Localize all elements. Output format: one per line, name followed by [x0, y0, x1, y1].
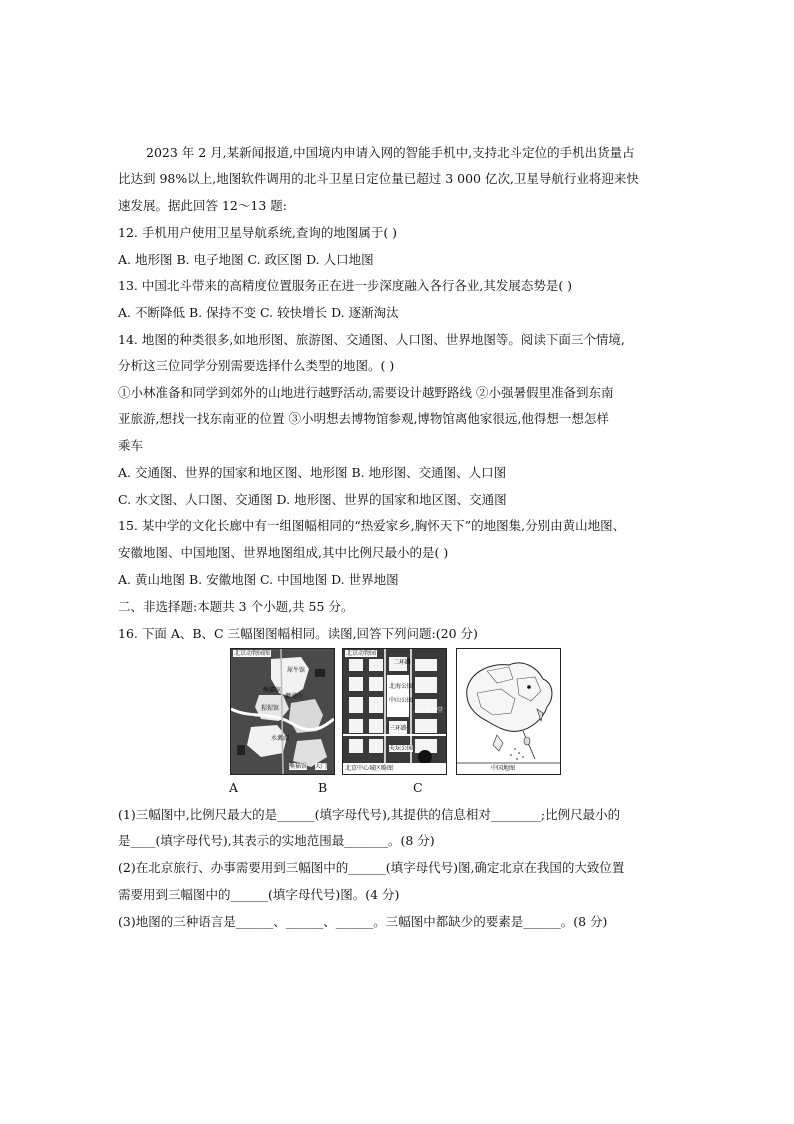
- intro-line-1: 2023 年 2 月,某新闻报道,中国境内申请入网的智能手机中,支持北斗定位的手机出货量占: [146, 145, 635, 160]
- figure-letter-c: C: [413, 780, 423, 795]
- zoo-map-drawing: [231, 649, 334, 774]
- q16-sub-3: (3)地图的三种语言是______、______、______。三幅图中都缺少的要素是______。(8 分): [118, 914, 608, 929]
- q14-stem-2: 分析这三位同学分别需要选择什么类型的地图。( ): [118, 358, 395, 373]
- map-c-title: 中国地图: [491, 765, 516, 772]
- map-a-label: 大门: [315, 763, 328, 770]
- map-a-label: 犀牛馆: [287, 667, 306, 674]
- intro-line-2: 比达到 98%以上,地图软件调用的北斗卫星日定位量已超过 3 000 亿次,卫星导航行业将迎来快: [118, 171, 639, 186]
- map-a-label: 水禽湖: [271, 735, 290, 742]
- map-a-title: 北京动物园图: [234, 650, 271, 657]
- q16-sub-1-line-1: (1)三幅图中,比例尺最大的是______(填字母代号),其提供的信息相对________;比例尺最小的: [118, 807, 621, 822]
- map-figure-c: [456, 648, 561, 775]
- q14-options-1: A. 交通图、世界的国家和地区图、地形图 B. 地形图、交通图、人口图: [118, 465, 507, 480]
- china-map-drawing: [457, 649, 560, 774]
- map-b-caption: 北京中心城区略图: [345, 765, 394, 772]
- q13-stem: 13. 中国北斗带来的高精度位置服务正在进一步深度融入各行各业,其发展态势是( ): [118, 278, 573, 293]
- q13-options: A. 不断降低 B. 保持不变 C. 较快增长 D. 逐渐淘汰: [118, 305, 399, 320]
- map-b-label: 天坛公园: [389, 745, 414, 752]
- figure-letter-a: A: [229, 780, 239, 795]
- q16-sub-1-line-2: 是____(填字母代号),其表示的实地范围最_______。(8 分): [118, 833, 435, 848]
- map-a-label: 猩猩馆: [261, 705, 280, 712]
- q14-options-2: C. 水文图、人口图、交通图 D. 地形图、世界的国家和地区图、交通图: [118, 492, 507, 507]
- map-figures: [230, 648, 560, 778]
- q12-options: A. 地形图 B. 电子地图 C. 政区图 D. 人口地图: [118, 252, 374, 267]
- q15-stem-2: 安徽地图、中国地图、世界地图组成,其中比例尺最小的是( ): [118, 545, 449, 560]
- map-a-label: 熊猫馆: [289, 763, 308, 770]
- map-a-label: 熊猫馆: [263, 687, 282, 694]
- q15-stem-1: 15. 某中学的文化长廊中有一组图幅相同的“热爱家乡,胸怀天下”的地图集,分别由黄山地图、: [118, 518, 626, 533]
- q16-sub-2-line-1: (2)在北京旅行、办事需要用到三幅图中的______(填字母代号)图,确定北京在我国的大致位置: [118, 860, 625, 875]
- intro-line-3: 速发展。据此回答 12～13 题:: [118, 198, 287, 213]
- map-a-label: 狮虎山: [285, 693, 304, 700]
- q12-stem: 12. 手机用户使用卫星导航系统,查询的地图属于( ): [118, 225, 398, 240]
- map-b-label: 人民大会堂: [413, 707, 444, 714]
- section-2-heading: 二、非选择题:本题共 3 个小题,共 55 分。: [118, 599, 354, 614]
- map-b-label: 二环路: [393, 659, 412, 666]
- map-b-label: 中山公园: [389, 697, 414, 704]
- q14-scenario-2: 亚旅游,想找一找东南亚的位置 ③小明想去博物馆参观,博物馆离他家很远,他得想一想怎样: [118, 411, 609, 426]
- map-b-label: 北海公园: [389, 683, 414, 690]
- q14-scenario-1: ①小林准备和同学到郊外的山地进行越野活动,需要设计越野路线 ②小强暑假里准备到东南: [118, 385, 614, 400]
- q14-stem-1: 14. 地图的种类很多,如地形图、旅游图、交通图、人口图、世界地图等。阅读下面三个情境,: [118, 332, 625, 347]
- figure-letter-b: B: [318, 780, 328, 795]
- map-b-label: 三环路: [389, 725, 408, 732]
- q14-scenario-3: 乘车: [118, 438, 144, 453]
- q15-options: A. 黄山地图 B. 安徽地图 C. 中国地图 D. 世界地图: [118, 572, 399, 587]
- map-figure-b: [342, 648, 447, 775]
- q16-sub-2-line-2: 需要用到三幅图中的______(填字母代号)图。(4 分): [118, 887, 400, 902]
- map-b-title: 北京动物园: [346, 650, 377, 657]
- q16-stem: 16. 下面 A、B、C 三幅图图幅相同。读图,回答下列问题:(20 分): [118, 626, 478, 641]
- map-figure-a: [230, 648, 335, 775]
